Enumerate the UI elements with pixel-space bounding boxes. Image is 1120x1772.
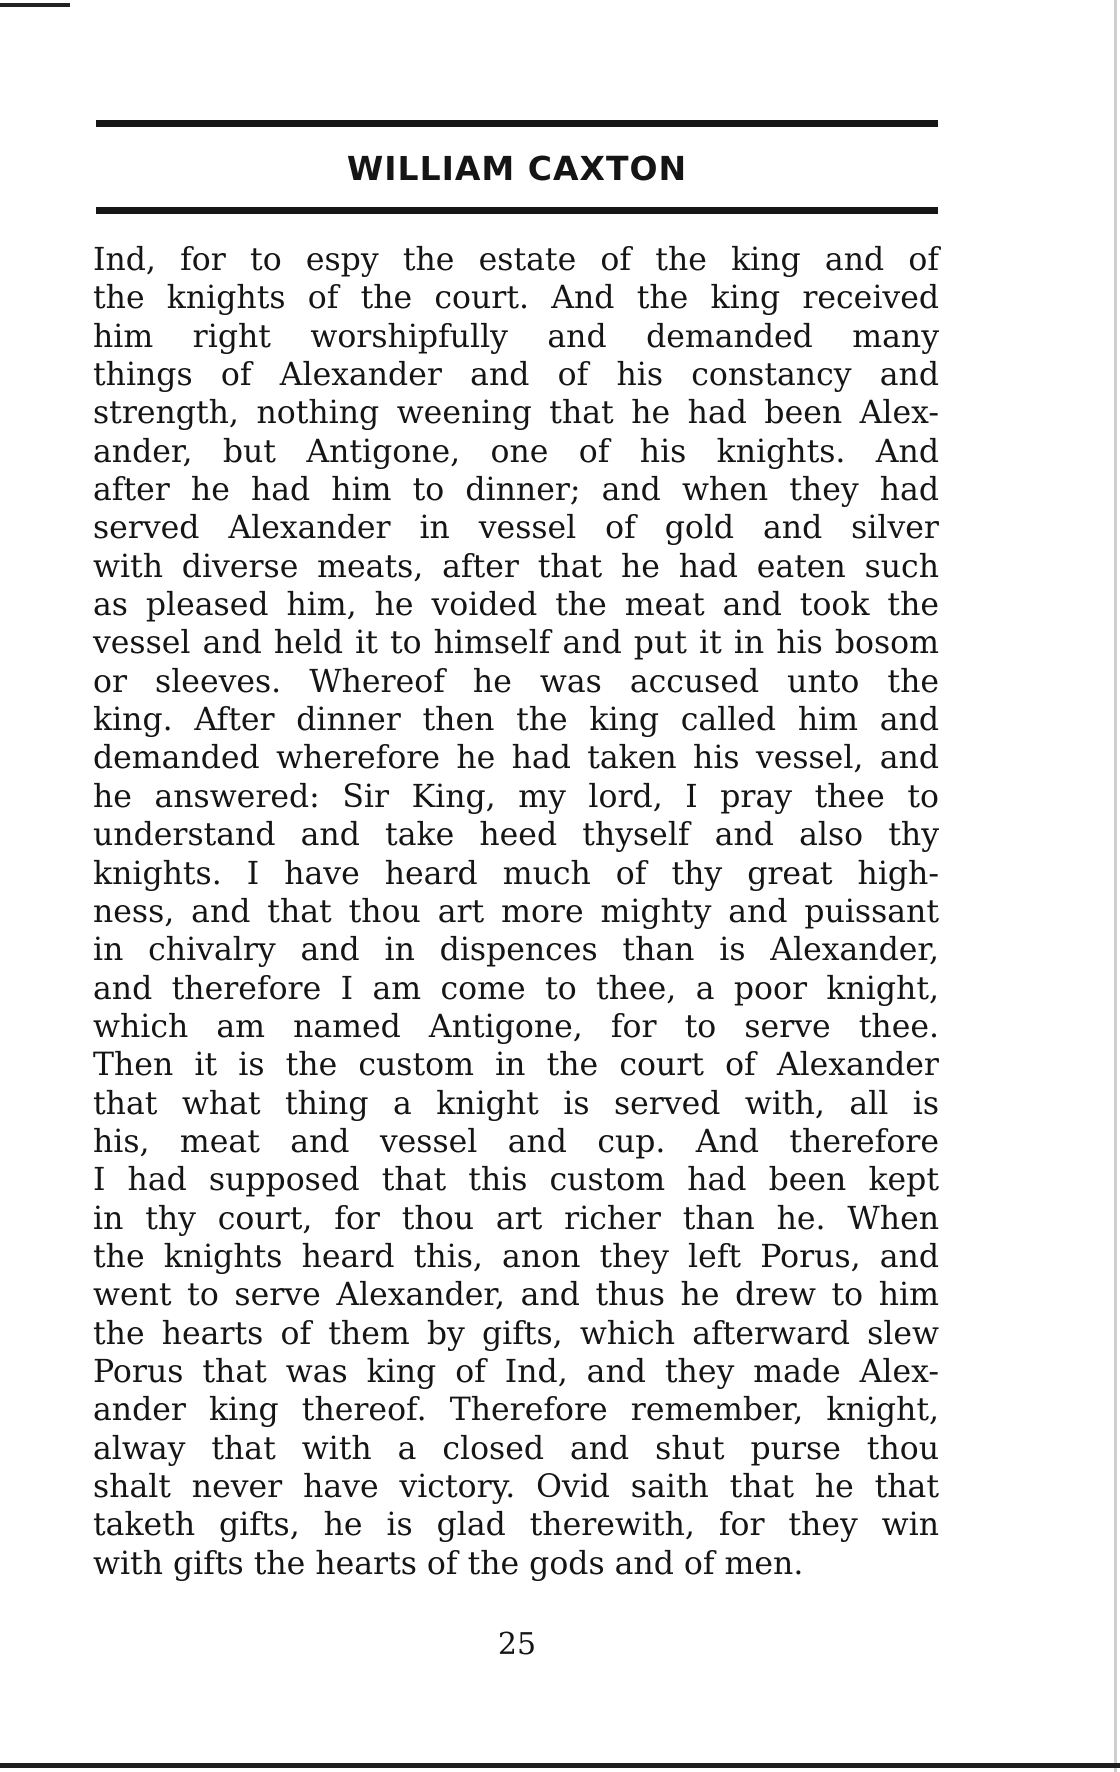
text-line: with gifts the hearts of the gods and of men. xyxy=(93,1545,804,1582)
text-line: Then it is the custom in the court of Alexander xyxy=(93,1047,939,1084)
text-line: in thy court, for thou art richer than he. When xyxy=(93,1200,939,1237)
header-rule-bottom xyxy=(96,207,938,214)
text-line: knights. I have heard much of thy great high- xyxy=(93,855,939,892)
text-line: that what thing a knight is served with, all is xyxy=(93,1085,939,1122)
running-head: WILLIAM CAXTON xyxy=(346,149,688,188)
text-line: things of Alexander and of his constancy and xyxy=(93,357,939,394)
page-number: 25 xyxy=(497,1627,537,1662)
header-rule-top xyxy=(96,120,938,127)
text-line: and therefore I am come to thee, a poor knight, xyxy=(93,970,939,1007)
text-line: as pleased him, he voided the meat and took the xyxy=(93,587,939,624)
text-line: vessel and held it to himself and put it in his bosom xyxy=(93,625,939,662)
text-line: or sleeves. Whereof he was accused unto the xyxy=(93,663,939,700)
text-line: king. After dinner then the king called him and xyxy=(93,702,939,739)
text-line: ander king thereof. Therefore remember, knight, xyxy=(93,1392,939,1429)
text-line: after he had him to dinner; and when they had xyxy=(93,472,939,509)
text-line: which am named Antigone, for to serve thee. xyxy=(93,1008,939,1045)
text-line: he answered: Sir King, my lord, I pray thee to xyxy=(93,778,939,815)
text-line: him right worshipfully and demanded many xyxy=(93,318,939,355)
text-line: served Alexander in vessel of gold and silver xyxy=(93,510,939,547)
scan-edge-bottom xyxy=(0,1763,1120,1768)
text-line: the knights of the court. And the king received xyxy=(93,280,939,317)
text-line: understand and take heed thyself and also thy xyxy=(93,817,939,854)
text-line: Ind, for to espy the estate of the king and of xyxy=(93,242,939,278)
text-line: alway that with a closed and shut purse thou xyxy=(93,1430,939,1467)
text-line: the hearts of them by gifts, which afterward slew xyxy=(93,1315,939,1352)
text-line: Porus that was king of Ind, and they made Alex- xyxy=(93,1353,939,1390)
text-line: demanded wherefore he had taken his vessel, and xyxy=(93,740,939,777)
text-line: went to serve Alexander, and thus he drew to him xyxy=(93,1277,939,1314)
text-line: the knights heard this, anon they left Porus, and xyxy=(93,1238,939,1275)
text-line: with diverse meats, after that he had eaten such xyxy=(93,548,939,585)
body-text xyxy=(93,241,939,1583)
text-line: ness, and that thou art more mighty and puissant xyxy=(93,893,939,930)
text-line: ander, but Antigone, one of his knights. And xyxy=(93,433,939,470)
text-line: shalt never have victory. Ovid saith that he that xyxy=(93,1469,939,1505)
text-line: I had supposed that this custom had been kept xyxy=(93,1162,939,1199)
scan-edge-mark xyxy=(0,3,70,7)
text-line: strength, nothing weening that he had been Alex- xyxy=(93,395,939,432)
text-line: in chivalry and in dispences than is Alexander, xyxy=(93,932,939,969)
text-line: his, meat and vessel and cup. And therefore xyxy=(93,1123,939,1160)
text-line: taketh gifts, he is glad therewith, for they win xyxy=(93,1507,939,1544)
scan-edge-right xyxy=(1114,0,1117,1772)
